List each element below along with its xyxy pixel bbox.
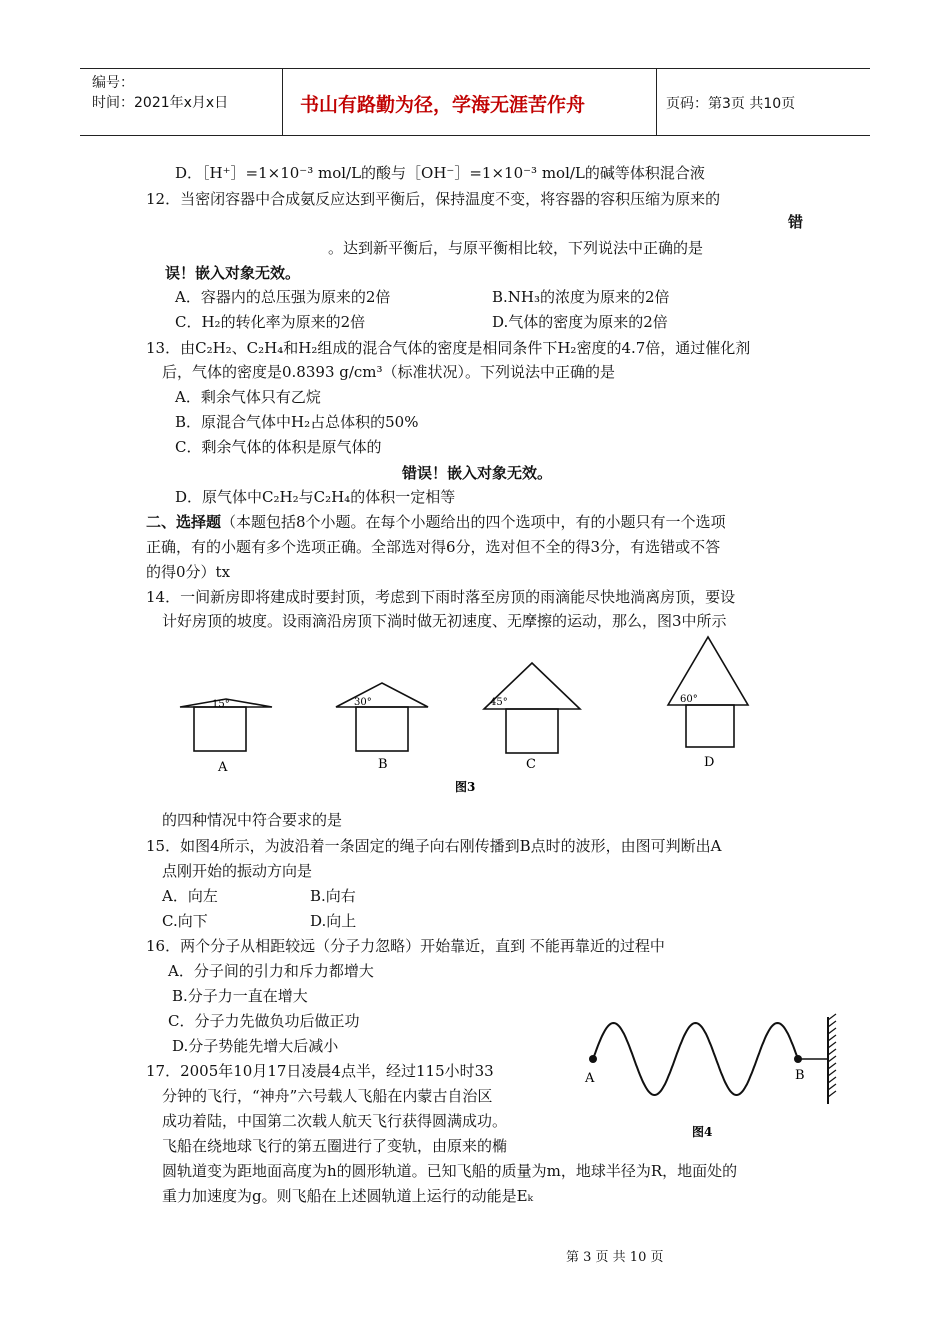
option-b: B.分子力一直在增大 (172, 987, 308, 1005)
label-c: C (526, 757, 536, 772)
date-label: 时间：2021年x月x日 (92, 95, 229, 111)
point-a-label: A (585, 1071, 595, 1086)
hatch-mark (828, 1084, 836, 1090)
question-13: 13．由C₂H₂、C₂H₄和H₂组成的混合气体的密度是相同条件下H₂密度的4.7倍，通过催化剂 (146, 339, 751, 357)
hatch-mark (828, 1091, 836, 1097)
section-2-desc: 正确，有的小题有多个选项正确。全部选对得6分，选对但不全的得3分，有选错或不答 (146, 538, 721, 556)
section-title: 二、选择题 (146, 513, 222, 531)
angle-d: 60° (680, 694, 698, 705)
figure-3-caption: 图3 (455, 780, 476, 794)
page-info: 页码：第3页 共10页 (666, 96, 796, 112)
hatch-mark (828, 1063, 836, 1069)
hatch-mark (828, 1021, 836, 1027)
option-d: D．原气体中C₂H₂与C₂H₄的体积一定相等 (175, 488, 456, 506)
label-d: D (704, 755, 715, 770)
option-b: B.向右 (310, 887, 356, 905)
hatch-mark (828, 1056, 836, 1062)
question-17-cont: 圆轨道变为距地面高度为h的圆形轨道。已知飞船的质量为m，地球半径为R，地面处的 (162, 1162, 738, 1180)
question-15: 15．如图4所示，为波沿着一条固定的绳子向右刚传播到B点时的波形，由图可判断出A (146, 837, 722, 855)
option-a: A．剩余气体只有乙烷 (175, 388, 321, 406)
error-text: 错误！嵌入对象无效。 (402, 464, 553, 482)
option-d: D.气体的密度为原来的2倍 (492, 313, 668, 331)
point-b-label: B (795, 1068, 805, 1083)
angle-b: 30° (354, 697, 372, 708)
question-16: 16．两个分子从相距较远（分子力忽略）开始靠近，直到 不能再靠近的过程中 (146, 937, 665, 955)
question-15-cont: 点刚开始的振动方向是 (162, 862, 313, 880)
point-b (794, 1055, 802, 1063)
serial-label: 编号： (92, 75, 134, 91)
option-b: B.NH₃的浓度为原来的2倍 (492, 288, 670, 306)
header-divider (656, 68, 657, 135)
section-2-desc: 的得0分）tx (146, 563, 231, 581)
error-text: 错 (788, 213, 804, 231)
question-14-cont: 计好房顶的坡度。设雨滴沿房顶下淌时做无初速度、无摩擦的运动，那么，图3中所示 (162, 612, 727, 630)
question-17-cont: 成功着陆，中国第二次载人航天飞行获得圆满成功。 (162, 1112, 508, 1130)
option-d: D.向上 (310, 912, 357, 930)
hatch-mark (828, 1035, 836, 1041)
option-d: D.分子势能先增大后减小 (172, 1037, 339, 1055)
option-c: C．H₂的转化率为原来的2倍 (175, 313, 366, 331)
hatch-mark (828, 1070, 836, 1076)
question-14: 14．一间新房即将建成时要封顶，考虑到下雨时落至房顶的雨滴能尽快地淌离房顶，要设 (146, 588, 736, 606)
label-a: A (218, 760, 228, 775)
hatch-mark (828, 1028, 836, 1034)
option-a: A．容器内的总压强为原来的2倍 (175, 288, 391, 306)
section-2-intro (146, 512, 726, 532)
question-12-cont: 。达到新平衡后，与原平衡相比较，下列说法中正确的是 (328, 239, 704, 257)
hatch-mark (828, 1049, 836, 1055)
angle-a: 15° (212, 699, 230, 710)
error-text: 误！嵌入对象无效。 (165, 264, 301, 282)
option-b: B．原混合气体中H₂占总体积的50% (175, 413, 419, 431)
house-d (668, 637, 748, 747)
house-c (484, 663, 580, 753)
label-b: B (378, 757, 388, 772)
option-a: A．向左 (162, 887, 218, 905)
question-17: 17．2005年10月17日凌晨4点半，经过115小时33 (146, 1062, 494, 1080)
question-17-cont: 飞船在绕地球飞行的第五圈进行了变轨，由原来的椭 (162, 1137, 508, 1155)
option-a: A．分子间的引力和斥力都增大 (168, 962, 374, 980)
option-c: C．分子力先做负功后做正功 (168, 1012, 360, 1030)
question-13-cont: 后，气体的密度是0.8393 g/cm³（标准状况）。下列说法中正确的是 (162, 363, 616, 381)
motto: 书山有路勤为径，学海无涯苦作舟 (300, 94, 586, 116)
question-12: 12．当密闭容器中合成氨反应达到平衡后，保持温度不变，将容器的容积压缩为原来的 (146, 190, 721, 208)
header-divider (282, 68, 283, 135)
figure-4-caption: 图4 (692, 1125, 713, 1139)
option-c: C.向下 (162, 912, 208, 930)
option-d-line: D．［H⁺］=1×10⁻³ mol/L的酸与［OH⁻］=1×10⁻³ mol/L的碱等体积混合液 (175, 164, 705, 182)
question-17-cont: 分钟的飞行，“神舟”六号载人飞船在内蒙古自治区 (162, 1087, 493, 1105)
question-14-end: 的四种情况中符合要求的是 (162, 811, 343, 829)
wall-hatch (828, 1014, 836, 1097)
page-footer: 第 3 页 共 10 页 (566, 1250, 664, 1265)
figure-3 (160, 635, 800, 800)
house-b (336, 683, 428, 751)
hatch-mark (828, 1077, 836, 1083)
section-desc: （本题包括8个小题。在每个小题给出的四个选项中，有的小题只有一个选项 (221, 513, 726, 531)
question-17-cont: 重力加速度为g。则飞船在上述圆轨道上运行的动能是Eₖ (162, 1187, 534, 1205)
wave-line (593, 1023, 798, 1095)
option-c: C．剩余气体的体积是原气体的 (175, 438, 382, 456)
angle-c: 45° (490, 697, 508, 708)
hatch-mark (828, 1014, 836, 1020)
point-a (589, 1055, 597, 1063)
figure-4 (578, 1012, 848, 1147)
hatch-mark (828, 1042, 836, 1048)
